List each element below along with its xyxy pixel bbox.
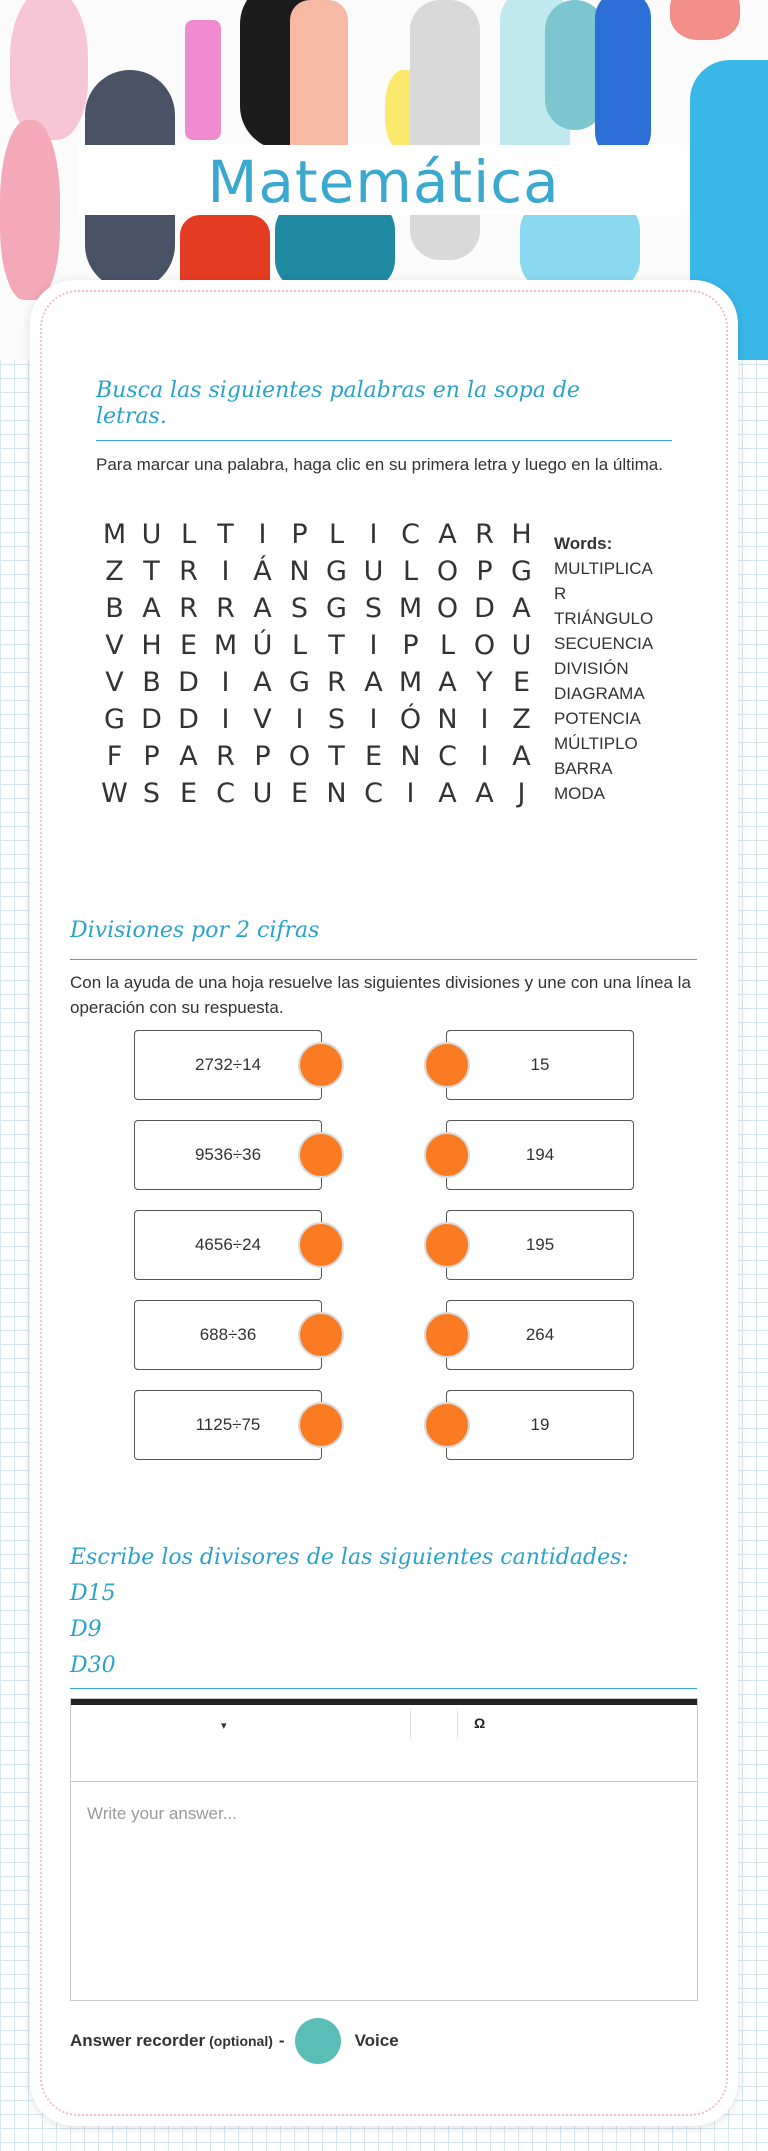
letter-cell[interactable]: P <box>476 556 493 587</box>
letter-cell[interactable]: N <box>289 556 310 587</box>
letter-cell[interactable]: G <box>326 556 347 587</box>
letter-cell[interactable]: O <box>436 593 459 624</box>
letter-cell[interactable]: L <box>402 556 419 587</box>
letter-cell[interactable]: M <box>398 593 423 624</box>
word-item: DIAGRAMA <box>554 684 645 703</box>
letter-cell[interactable]: G <box>511 556 532 587</box>
letter-cell[interactable]: S <box>142 778 161 809</box>
letter-cell[interactable]: R <box>475 519 494 550</box>
answer-recorder <box>70 2016 399 2066</box>
word-item: SECUENCIA <box>554 634 654 653</box>
letter-cell[interactable]: O <box>288 741 311 772</box>
letter-cell[interactable]: U <box>511 630 532 661</box>
letter-cell[interactable]: A <box>142 593 161 624</box>
letter-cell[interactable]: E <box>179 778 198 809</box>
operation-box: 9536÷36 <box>134 1120 322 1190</box>
letter-cell[interactable]: M <box>398 667 423 698</box>
letter-cell[interactable]: H <box>141 630 162 661</box>
letter-cell[interactable]: I <box>221 667 230 698</box>
word-items <box>554 556 654 806</box>
letter-cell[interactable]: P <box>143 741 160 772</box>
operation-box: 1125÷75 <box>134 1390 322 1460</box>
divisions-title: Divisiones por 2 cifras <box>70 918 320 943</box>
answer-box: 19 <box>446 1390 634 1460</box>
word-item: TRIÁNGULO <box>554 609 654 628</box>
word-search-title: Busca las siguientes palabras en la sopa de letras. <box>96 378 580 429</box>
letter-cell[interactable]: U <box>141 519 162 550</box>
word-item: POTENCIA <box>554 709 641 728</box>
voice-record-button[interactable] <box>295 2018 341 2064</box>
decor-blob <box>10 0 88 140</box>
answer-box: 264 <box>446 1300 634 1370</box>
letter-cell[interactable]: L <box>328 519 345 550</box>
letter-cell[interactable]: D <box>141 704 162 735</box>
letter-cell[interactable]: Ó <box>399 704 422 735</box>
letter-cell[interactable]: R <box>216 741 235 772</box>
letter-cell[interactable]: I <box>369 519 378 550</box>
connector-dot-right[interactable] <box>424 1132 470 1178</box>
letter-cell[interactable]: T <box>328 630 345 661</box>
letter-cell[interactable]: W <box>101 778 128 809</box>
letter-cell[interactable]: B <box>105 593 124 624</box>
connector-dot-left[interactable] <box>298 1312 344 1358</box>
letter-cell[interactable]: B <box>142 667 161 698</box>
letter-cell[interactable]: I <box>221 704 230 735</box>
answer-box: 195 <box>446 1210 634 1280</box>
letter-cell[interactable]: R <box>179 556 198 587</box>
divider <box>70 1688 697 1689</box>
decor-blob <box>185 20 221 140</box>
connector-dot-left[interactable] <box>298 1222 344 1268</box>
letter-cell[interactable]: H <box>511 519 532 550</box>
letter-cell[interactable]: Z <box>512 704 531 735</box>
letter-cell[interactable]: N <box>326 778 347 809</box>
letter-cell[interactable]: S <box>327 704 346 735</box>
letter-cell[interactable]: M <box>102 519 127 550</box>
letter-cell[interactable]: G <box>104 704 125 735</box>
letter-cell[interactable]: S <box>364 593 383 624</box>
letter-cell[interactable]: R <box>179 593 198 624</box>
letter-cell[interactable]: I <box>258 519 267 550</box>
letter-cell[interactable]: A <box>253 593 272 624</box>
decor-blob <box>595 0 651 160</box>
recorder-label: Answer recorder <box>70 2031 206 2050</box>
letter-cell[interactable]: T <box>328 741 345 772</box>
letter-cell[interactable]: L <box>439 630 456 661</box>
letter-cell[interactable]: V <box>105 630 124 661</box>
letter-cell[interactable]: A <box>512 741 531 772</box>
answer-box: 194 <box>446 1120 634 1190</box>
word-search-grid <box>96 516 540 812</box>
answer-box: 15 <box>446 1030 634 1100</box>
operation-box: 4656÷24 <box>134 1210 322 1280</box>
connector-dot-left[interactable] <box>298 1042 344 1088</box>
decor-blob <box>670 0 740 40</box>
letter-cell[interactable]: Á <box>253 556 272 587</box>
word-item: MÚLTIPLO <box>554 734 638 753</box>
letter-cell[interactable]: G <box>289 667 310 698</box>
letter-cell[interactable]: Y <box>476 667 493 698</box>
letter-cell[interactable]: G <box>326 593 347 624</box>
letter-cell[interactable]: L <box>291 630 308 661</box>
letter-cell[interactable]: O <box>436 556 459 587</box>
divisors-title-line: D15 <box>70 1581 116 1606</box>
page-title: Matemática <box>207 148 560 216</box>
connector-dot-left[interactable] <box>298 1132 344 1178</box>
divisors-title-line: D9 <box>70 1617 102 1642</box>
letter-cell[interactable]: I <box>369 630 378 661</box>
letter-cell[interactable]: E <box>179 630 198 661</box>
letter-cell[interactable]: I <box>480 704 489 735</box>
letter-cell[interactable]: A <box>364 667 383 698</box>
letter-cell[interactable]: I <box>221 556 230 587</box>
decor-blob <box>410 0 480 260</box>
word-item: MODA <box>554 784 605 803</box>
letter-cell[interactable]: I <box>406 778 415 809</box>
answer-input[interactable] <box>71 1782 697 2000</box>
recorder-optional: (optional) <box>209 2033 273 2049</box>
toolbar-separator <box>457 1709 458 1739</box>
letter-cell[interactable]: A <box>179 741 198 772</box>
letter-cell[interactable]: U <box>252 778 273 809</box>
letter-cell[interactable]: I <box>369 704 378 735</box>
divisors-title-line: Escribe los divisores de las siguientes cantidades: <box>70 1545 629 1570</box>
connector-dot-right[interactable] <box>424 1222 470 1268</box>
word-item: DIVISIÓN <box>554 659 629 678</box>
letter-cell[interactable]: A <box>438 667 457 698</box>
recorder-dash: - <box>278 2031 285 2050</box>
letter-cell[interactable]: A <box>253 667 272 698</box>
letter-cell[interactable]: T <box>217 519 234 550</box>
letter-cell[interactable]: E <box>364 741 383 772</box>
decor-blob <box>180 215 270 285</box>
format-dropdown[interactable]: ▾ <box>221 1720 227 1732</box>
letter-cell[interactable]: U <box>363 556 384 587</box>
voice-label: Voice <box>354 2031 399 2050</box>
letter-cell[interactable]: E <box>290 778 309 809</box>
letter-cell[interactable]: L <box>180 519 197 550</box>
letter-cell[interactable]: A <box>438 778 457 809</box>
letter-cell[interactable]: Z <box>105 556 124 587</box>
connector-dot-left[interactable] <box>298 1402 344 1448</box>
letter-cell[interactable]: A <box>475 778 494 809</box>
special-characters-button[interactable]: Ω <box>474 1715 486 1731</box>
letter-cell[interactable]: P <box>254 741 271 772</box>
matching-area <box>0 1030 768 1470</box>
letter-cell[interactable]: N <box>400 741 421 772</box>
connector-dot-right[interactable] <box>424 1312 470 1358</box>
letter-cell[interactable]: E <box>512 667 531 698</box>
toolbar-separator <box>410 1709 411 1739</box>
letter-cell[interactable]: Ú <box>252 630 273 661</box>
letter-cell[interactable]: J <box>517 778 526 809</box>
divider <box>96 440 672 441</box>
letter-cell[interactable]: V <box>253 704 272 735</box>
letter-cell[interactable]: F <box>106 741 123 772</box>
letter-cell[interactable]: A <box>512 593 531 624</box>
word-item: BARRA <box>554 759 613 778</box>
title-box <box>77 145 690 215</box>
letter-cell[interactable]: R <box>216 593 235 624</box>
word-list-heading: Words: <box>554 534 613 553</box>
divisors-title <box>70 1540 629 1684</box>
letter-cell[interactable]: P <box>402 630 419 661</box>
divisors-title-line: D30 <box>70 1653 116 1678</box>
letter-cell[interactable]: S <box>290 593 309 624</box>
letter-cell[interactable]: T <box>143 556 160 587</box>
letter-cell[interactable]: C <box>438 741 457 772</box>
decor-blob <box>0 120 60 300</box>
operation-box: 688÷36 <box>134 1300 322 1370</box>
letter-cell[interactable]: I <box>295 704 304 735</box>
word-search-instructions: Para marcar una palabra, haga clic en su primera letra y luego en la última. <box>96 455 663 474</box>
letter-cell[interactable]: V <box>105 667 124 698</box>
letter-cell[interactable]: C <box>216 778 235 809</box>
letter-cell[interactable]: P <box>291 519 308 550</box>
letter-cell[interactable]: C <box>401 519 420 550</box>
letter-cell[interactable]: O <box>473 630 496 661</box>
letter-cell[interactable]: A <box>438 519 457 550</box>
letter-cell[interactable]: D <box>474 593 495 624</box>
word-item: MULTIPLICAR <box>554 559 653 603</box>
answer-editor <box>70 1698 698 2001</box>
letter-cell[interactable]: D <box>178 667 199 698</box>
operation-box: 2732÷14 <box>134 1030 322 1100</box>
letter-cell[interactable]: D <box>178 704 199 735</box>
divider <box>70 959 697 960</box>
connector-dot-right[interactable] <box>424 1402 470 1448</box>
word-list <box>554 532 654 806</box>
divisions-instructions: Con la ayuda de una hoja resuelve las siguientes divisiones y une con una línea la operación con su respuesta. <box>70 973 691 1017</box>
letter-cell[interactable]: I <box>480 741 489 772</box>
letter-cell[interactable]: R <box>327 667 346 698</box>
letter-cell[interactable]: C <box>364 778 383 809</box>
letter-cell[interactable]: N <box>437 704 458 735</box>
connector-dot-right[interactable] <box>424 1042 470 1088</box>
letter-cell[interactable]: M <box>213 630 238 661</box>
editor-toolbar <box>71 1699 697 1782</box>
